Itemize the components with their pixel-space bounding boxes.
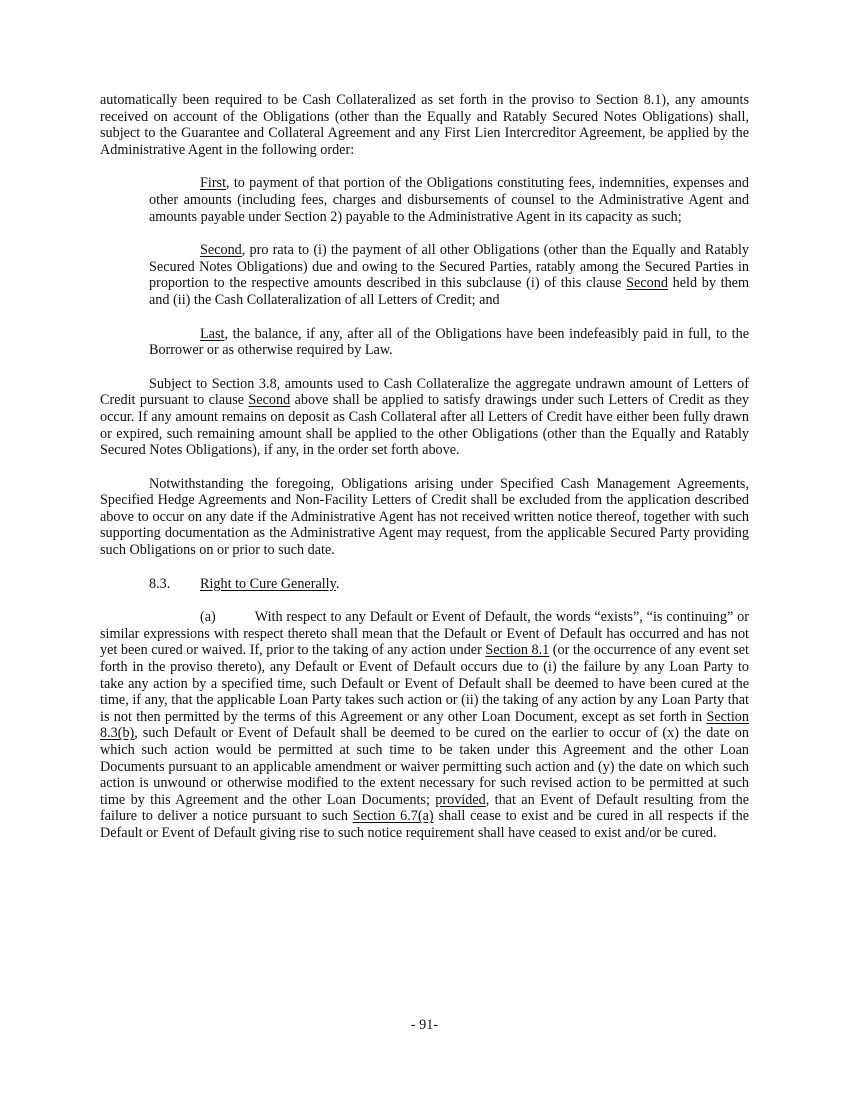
clause-a-text-1: With respect to any Default or Event of Default, the words “exists”, “is continuing” or similar expressions with respect thereto shall mean that the Default or Event of Default has occurred and has not yet been cured or waived. If, prior to the taking of any action under	[100, 609, 749, 659]
clause-a-ref-section-6-7a: Section 6.7(a)	[352, 808, 434, 825]
clause-first-text: , to payment of that portion of the Obligations constituting fees, indemnities, expenses and other amounts (including fees, charges and disbursements of counsel to the Administrative Agent and amounts payable under Section 2) payable to the Administrative Agent in its capacity as such;	[149, 175, 749, 225]
clause-a-text-5: shall cease to exist and be cured in all respects if the Default or Event of Default giving rise to such notice requirement shall have ceased to exist and/or be cured.	[100, 808, 749, 841]
clause-a-label: (a)	[200, 609, 216, 626]
page-number: - 91-	[410, 1017, 439, 1033]
clause-first	[149, 175, 749, 225]
clause-last-text: , the balance, if any, after all of the Obligations have been indefeasibly paid in full, to the Borrower or as otherwise required by Law.	[149, 325, 749, 359]
paragraph-subject	[100, 376, 749, 459]
paragraph-notwithstanding: Notwithstanding the foregoing, Obligations arising under Specified Cash Management Agreements, Specified Hedge Agreements and Non-Facility Letters of Credit shall be excluded from the application described above to occur on any date if the Administrative Agent has not received written notice thereof, together with such supporting documentation as the Administrative Agent may request, from the applicable Secured Party providing such Obligations on or prior to such date.	[100, 475, 749, 559]
section-title: Right to Cure Generally	[200, 575, 336, 592]
clause-second-text-1: , pro rata to (i) the payment of all other Obligations (other than the Equally and Ratably Secured Notes Obligations) due and owing to the Secured Parties, ratably among the Secured Parties in proportion to the respective amounts described in this subclause (i) of this clause	[149, 242, 749, 292]
clause-a-ref-provided: provided	[435, 791, 486, 808]
clause-second	[149, 242, 749, 308]
clause-last	[149, 326, 749, 359]
clause-first-label: First	[200, 175, 227, 192]
clause-a-ref-section-8-3b: Section 8.3(b)	[100, 708, 749, 742]
paragraph-intro: automatically been required to be Cash Collateralized as set forth in the proviso to Section 8.1), any amounts received on account of the Obligations (other than the Equally and Ratably Secured Notes Obligations) shall, subject to the Guarantee and Collateral Agreement and any First Lien Intercreditor Agreement, be applied by the Administrative Agent in the following order:	[100, 92, 749, 158]
clause-a-text-4: , that an Event of Default resulting from the failure to deliver a notice pursuant to such	[100, 791, 750, 825]
paragraph-subject-ref: Second	[248, 392, 291, 409]
clause-a-ref-section-8-1: Section 8.1	[485, 642, 550, 659]
clause-second-text-2: held by them and (ii) the Cash Collateralization of all Letters of Credit; and	[149, 275, 749, 308]
clause-a-text-2: (or the occurrence of any event set forth in the proviso thereto), any Default or Event of Default occurs due to (i) the failure by any Loan Party to take any action by a specified time, such Default or Event of Default shall be deemed to have been cured at the time, if any, that the applicable Loan Party takes such action or (ii) the taking of any action by any Loan Party that is not then permitted by the terms of this Agreement or any other Loan Document, except as set forth in	[100, 642, 749, 725]
section-title-suffix: .	[335, 575, 340, 592]
document-body	[100, 92, 749, 859]
clause-a-text-3: , such Default or Event of Default shall be deemed to be cured on the earlier to occur of (x) the date on which such action would be permitted at such time to be taken under this Agreement and the other Loan Documents pursuant to an applicable amendment or waiver permitting such action and (y) the date on which such action is unwound or otherwise modified to the extent necessary for such revised action to be permitted at such time by this Agreement and the other Loan Documents;	[100, 725, 749, 808]
clause-a	[100, 609, 749, 841]
paragraph-subject-text-1: Subject to Section 3.8, amounts used to Cash Collateralize the aggregate undrawn amount of Letters of Credit pursuant to clause	[100, 375, 749, 409]
clause-second-ref: Second	[626, 275, 668, 292]
clause-second-label: Second	[200, 242, 242, 259]
paragraph-subject-text-2: above shall be applied to satisfy drawings under such Letters of Credit as they occur. If any amount remains on deposit as Cash Collateral after all Letters of Credit have either been fully drawn or expired, such remaining amount shall be applied to the other Obligations (other than the Equally and Ratably Secured Notes Obligations), if any, in the order set forth above.	[100, 392, 749, 459]
section-heading	[149, 576, 749, 593]
section-number: 8.3.	[149, 575, 171, 592]
clause-last-label: Last	[200, 325, 225, 342]
